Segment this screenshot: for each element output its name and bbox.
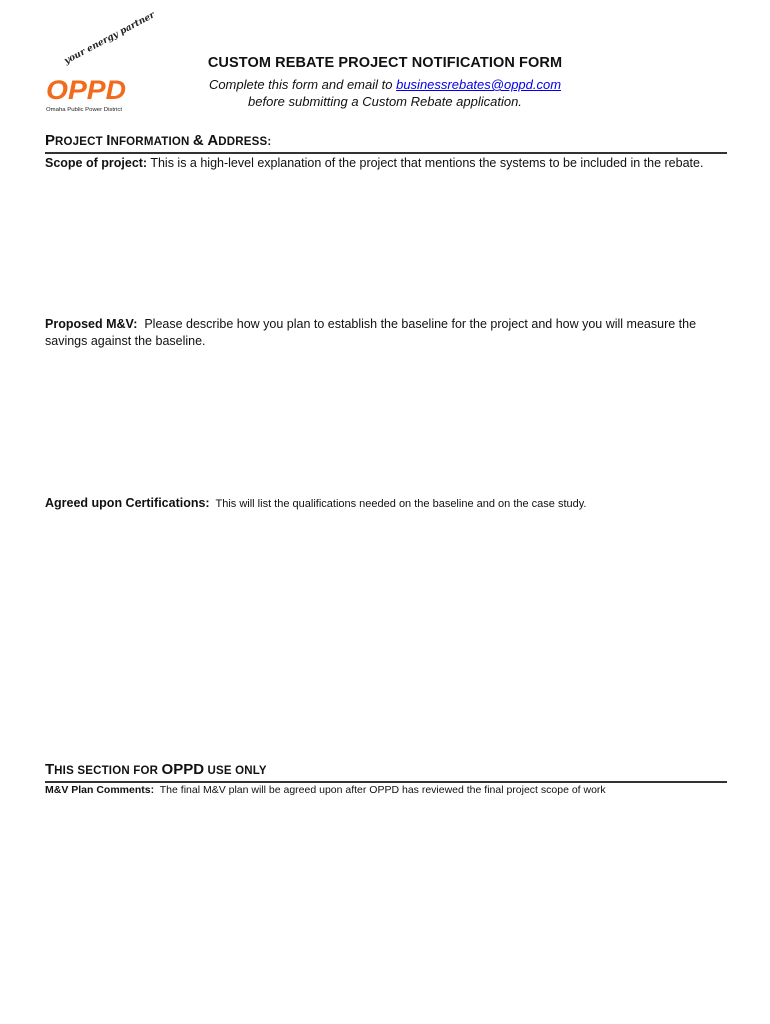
proposed-mv-label: Proposed M&V:: [45, 317, 138, 331]
form-header: [150, 55, 620, 110]
oppd-use-heading: THIS SECTION FOR OPPD USE ONLY: [45, 761, 727, 783]
form-instructions: [150, 76, 620, 110]
oppd-logo: [44, 10, 157, 114]
mv-plan-comments-text: The final M&V plan will be agreed upon after OPPD has reviewed the final project scope of work: [159, 784, 606, 796]
mv-plan-comments-label: M&V Plan Comments:: [45, 784, 155, 796]
certifications-text: This will list the qualifications needed on the baseline and on the case study.: [215, 498, 587, 510]
logo-subtitle: Omaha Public Power District: [46, 107, 123, 113]
proposed-mv-field[interactable]: [45, 316, 725, 350]
email-link[interactable]: businessrebates@oppd.com: [396, 77, 562, 92]
mv-plan-comments-field[interactable]: [45, 782, 725, 799]
form-title: CUSTOM REBATE PROJECT NOTIFICATION FORM: [207, 55, 563, 71]
certifications-label: Agreed upon Certifications:: [45, 496, 210, 510]
oppd-logo-graphic: [44, 10, 157, 114]
logo-brand: OPPD: [46, 75, 126, 105]
scope-label: Scope of project:: [45, 156, 148, 170]
scope-text: This is a high-level explanation of the project that mentions the systems to be included in the rebate.: [150, 156, 704, 170]
proposed-mv-text: Please describe how you plan to establish the baseline for the project and how you will measure the savings against the baseline.: [45, 317, 697, 348]
certifications-field[interactable]: [45, 495, 725, 513]
instruction-prefix: Complete this form and email to: [208, 77, 393, 92]
logo-tagline: your energy partner: [62, 10, 157, 67]
instruction-suffix: before submitting a Custom Rebate application.: [248, 94, 522, 109]
project-info-heading: PROJECT INFORMATION & ADDRESS:: [45, 132, 727, 154]
scope-field[interactable]: [45, 155, 725, 172]
